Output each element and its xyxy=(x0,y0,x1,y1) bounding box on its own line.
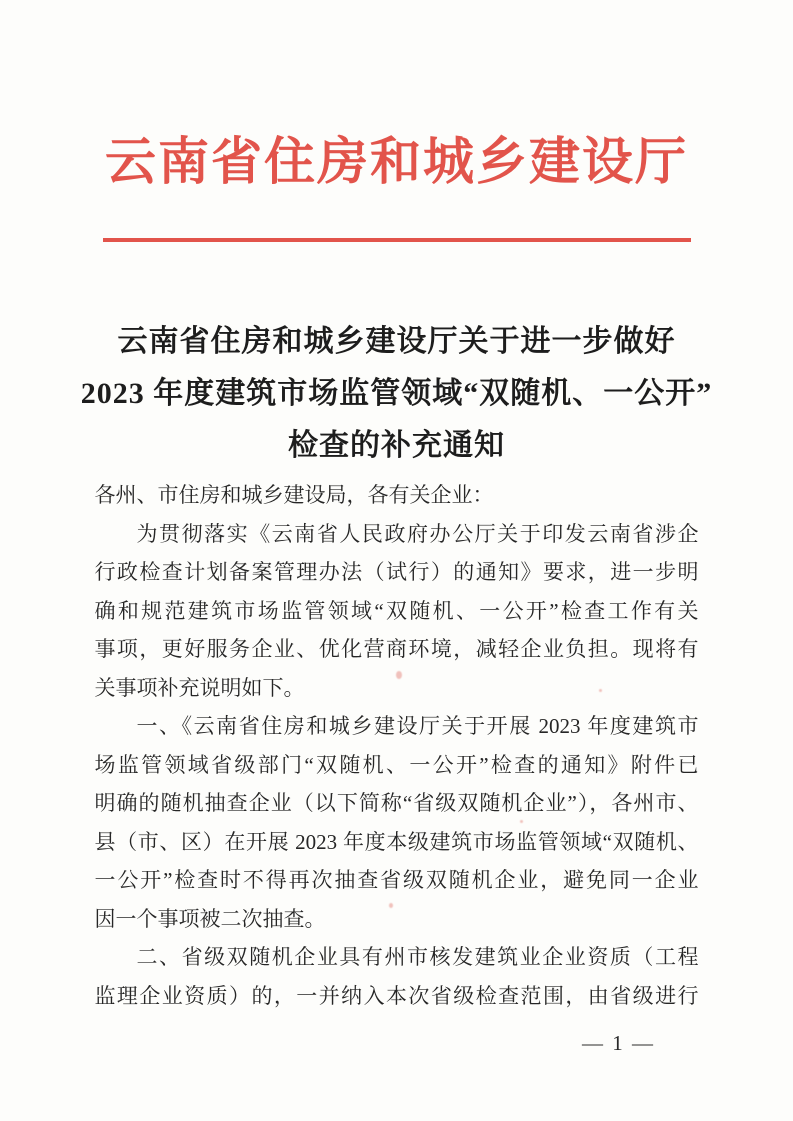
doc-title-line: 检查的补充通知 xyxy=(288,429,505,462)
body-line: 一、《云南省住房和城乡建设厅关于开展 2023 年度建筑市 xyxy=(136,714,699,738)
body-line: 县（市、区）在开展 2023 年度本级建筑市场监管领域“双随机、 xyxy=(94,829,699,854)
scan-artifact xyxy=(520,820,523,823)
body-line: 确和规范建筑市场监管领域“双随机、一公开”检查工作有关 xyxy=(94,598,699,623)
doc-title-line: 2023 年度建筑市场监管领域“双随机、一公开” xyxy=(80,377,713,410)
body-line: 二、省级双随机企业具有州市核发建筑业企业资质（工程 xyxy=(136,945,699,969)
doc-title-line: 云南省住房和城乡建设厅关于进一步做好 xyxy=(117,325,676,358)
letterhead-divider xyxy=(103,238,691,242)
page-number: — 1 — xyxy=(582,1031,655,1055)
body-line: 为贯彻落实《云南省人民政府办公厅关于印发云南省涉企 xyxy=(136,521,699,546)
scan-artifact xyxy=(396,671,402,679)
body-line: 事项，更好服务企业、优化营商环境，减轻企业负担。现将有 xyxy=(94,637,699,661)
letterhead-title: 云南省住房和城乡建设厅 xyxy=(104,135,688,191)
scan-artifact xyxy=(389,903,393,908)
salutation: 各州、市住房和城乡建设局，各有关企业： xyxy=(94,483,494,507)
body-line: 因一个事项被二次抽查。 xyxy=(94,906,326,931)
body-line: 监理企业资质）的，一并纳入本次省级检查范围，由省级进行 xyxy=(94,983,699,1008)
scan-artifact xyxy=(599,689,602,692)
document-body xyxy=(95,476,699,1015)
body-line: 关事项补充说明如下。 xyxy=(94,675,305,700)
body-line: 一公开”检查时不得再次抽查省级双随机企业，避免同一企业 xyxy=(94,868,699,892)
body-line: 行政检查计划备案管理办法（试行）的通知》要求，进一步明 xyxy=(94,560,699,584)
body-line: 场监管领域省级部门“双随机、一公开”检查的通知》附件已 xyxy=(94,752,699,777)
doc-title xyxy=(0,316,793,472)
body-line: 明确的随机抽查企业（以下简称“省级双随机企业”），各州市、 xyxy=(94,791,699,815)
